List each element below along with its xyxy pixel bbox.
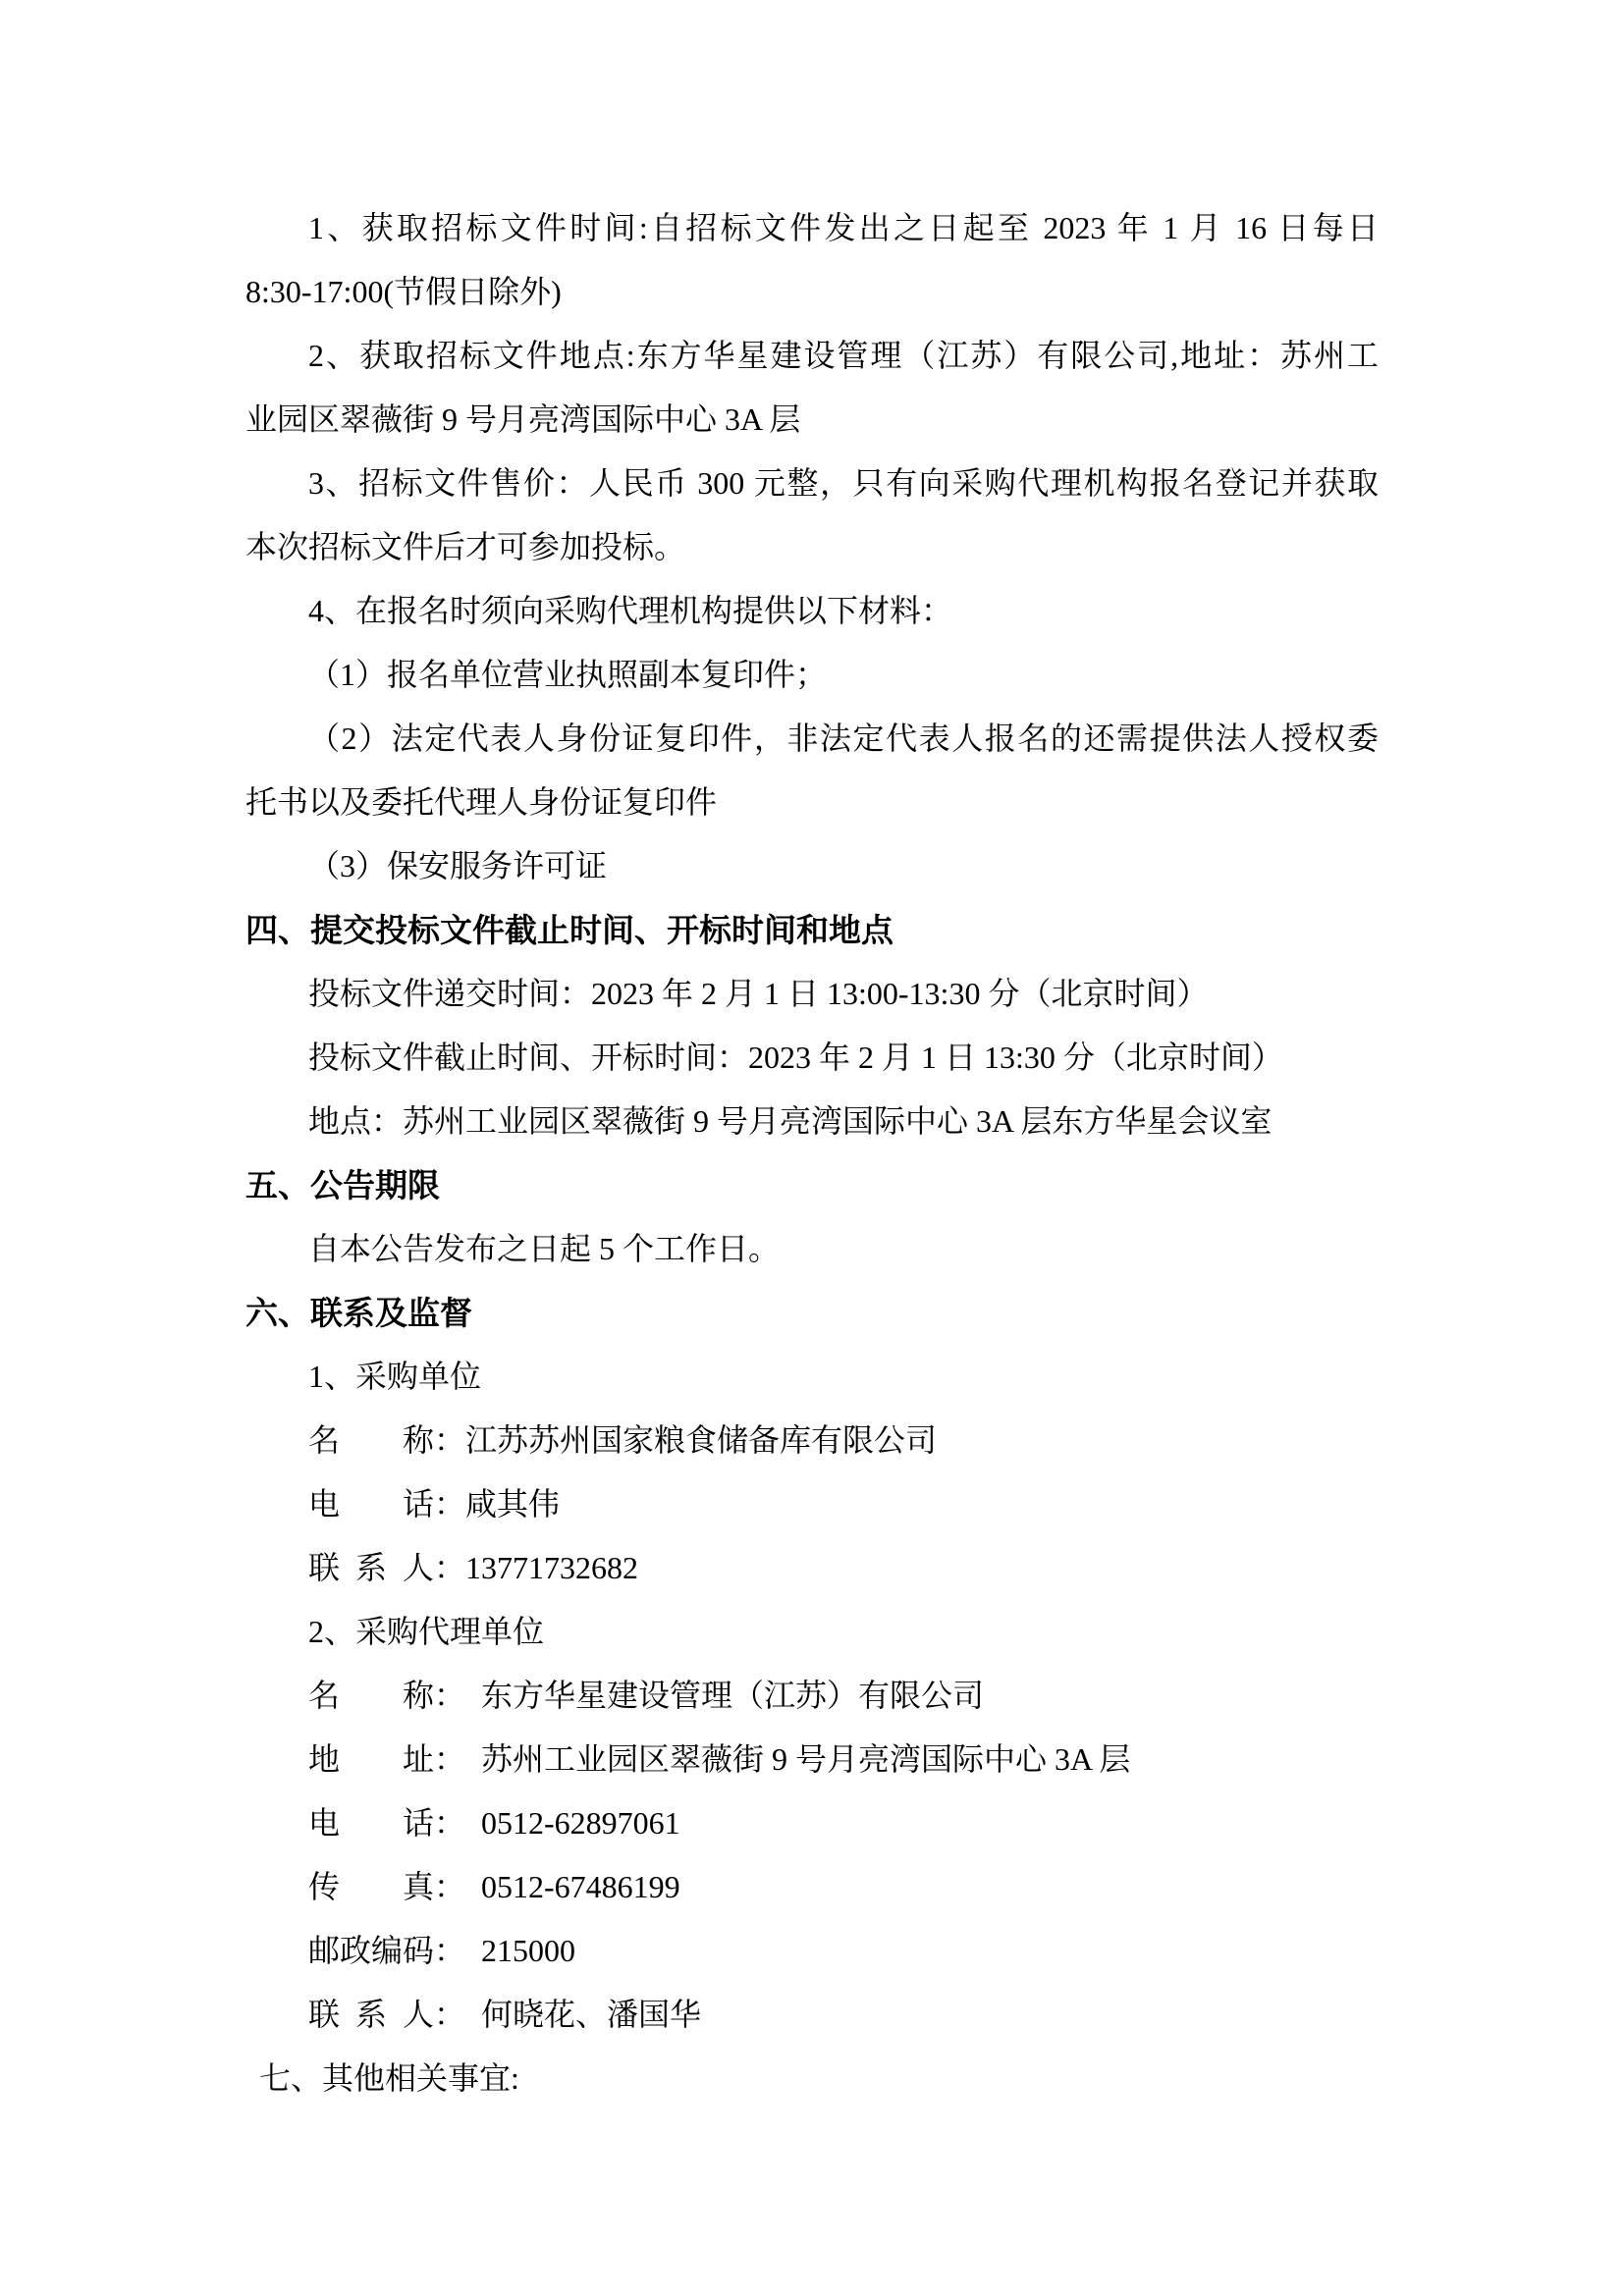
para-obtain-place-line1: 2、获取招标文件地点:东方华星建设管理（江苏）有限公司,地址：苏州工 — [308, 338, 1379, 373]
para-material-item-2-line2: 托书以及委托代理人身份证复印件 — [245, 784, 718, 820]
purchaser-name-line: 名 称：江苏苏州国家粮食储备库有限公司 — [308, 1422, 938, 1458]
para-obtain-time-line1: 1、获取招标文件时间:自招标文件发出之日起至 2023 年 1 月 16 日每日 — [308, 210, 1379, 245]
para-material-item-1: （1）报名单位营业执照副本复印件； — [308, 657, 828, 692]
document-body — [245, 196, 1379, 2110]
para-material-item-3: （3）保安服务许可证 — [308, 848, 608, 883]
para-doc-price-line2: 本次招标文件后才可参加投标。 — [245, 529, 686, 564]
section-heading-7: 七、其他相关事宜: — [259, 2060, 519, 2096]
para-doc-price-line1: 3、招标文件售价：人民币 300 元整，只有向采购代理机构报名登记并获取 — [308, 465, 1379, 501]
agent-address-line: 地 址： 苏州工业园区翠薇街 9 号月亮湾国际中心 3A 层 — [308, 1741, 1131, 1777]
para-signup-materials-intro: 4、在报名时须向采购代理机构提供以下材料： — [308, 593, 953, 628]
para-purchaser-heading: 1、采购单位 — [308, 1359, 482, 1394]
section-heading-5: 五、公告期限 — [245, 1166, 440, 1204]
agent-postcode-line: 邮政编码： 215000 — [308, 1933, 576, 1968]
para-bid-submit-time: 投标文件递交时间：2023 年 2 月 1 日 13:00-13:30 分（北京时间） — [308, 976, 1209, 1011]
para-announcement-period: 自本公告发布之日起 5 个工作日。 — [308, 1231, 781, 1266]
para-obtain-place-line2: 业园区翠薇街 9 号月亮湾国际中心 3A 层 — [245, 401, 801, 437]
purchaser-phone-line: 电 话：咸其伟 — [308, 1486, 561, 1522]
section-heading-4: 四、提交投标文件截止时间、开标时间和地点 — [245, 911, 893, 949]
para-open-location: 地点：苏州工业园区翠薇街 9 号月亮湾国际中心 3A 层东方华星会议室 — [308, 1103, 1272, 1139]
para-obtain-time-line2: 8:30-17:00(节假日除外) — [245, 274, 562, 309]
para-material-item-2-line1: （2）法定代表人身份证复印件，非法定代表人报名的还需提供法人授权委 — [308, 721, 1379, 756]
agent-phone-line: 电 话： 0512-62897061 — [308, 1805, 680, 1841]
agent-contact-line: 联 系 人： 何晓花、潘国华 — [308, 1997, 702, 2032]
section-heading-6: 六、联系及监督 — [245, 1294, 472, 1332]
purchaser-contact-line: 联 系 人：13771732682 — [308, 1550, 639, 1585]
agent-name-line: 名 称： 东方华星建设管理（江苏）有限公司 — [308, 1678, 985, 1713]
agent-fax-line: 传 真： 0512-67486199 — [308, 1869, 680, 1904]
para-agent-heading: 2、采购代理单位 — [308, 1614, 545, 1649]
para-bid-deadline-open-time: 投标文件截止时间、开标时间：2023 年 2 月 1 日 13:30 分（北京时间） — [308, 1040, 1283, 1075]
